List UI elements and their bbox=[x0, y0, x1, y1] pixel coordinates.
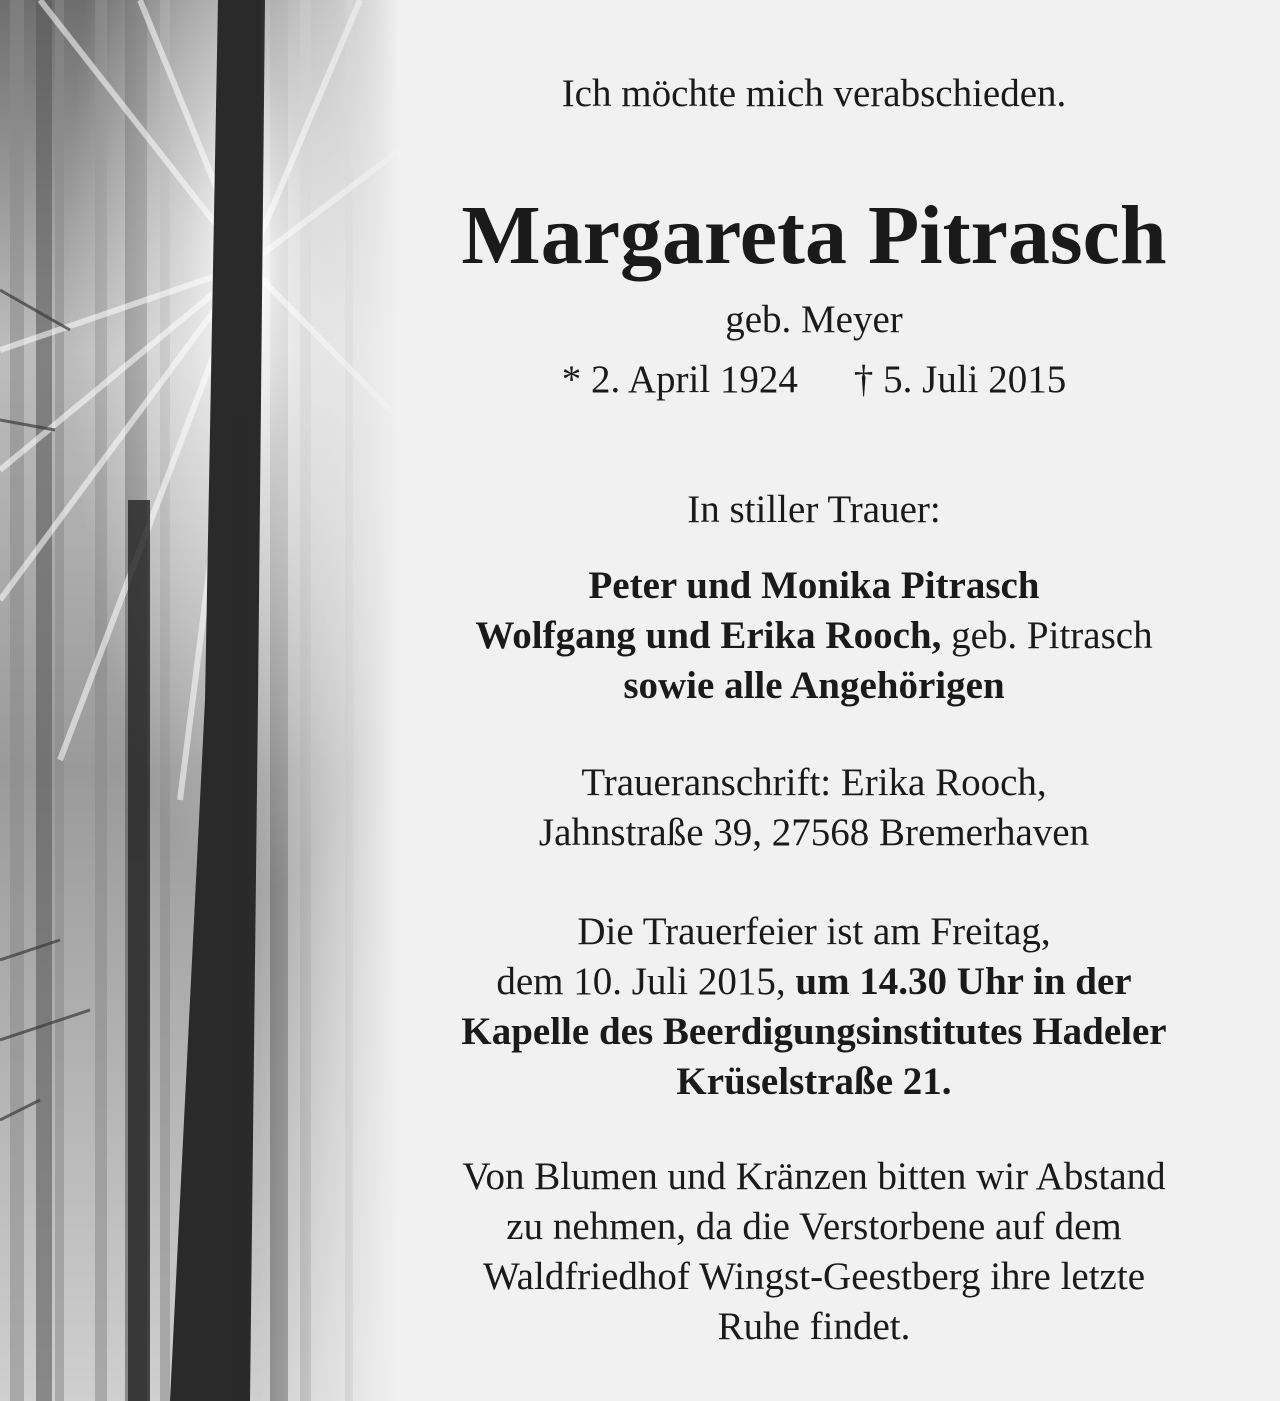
request-line-2: zu nehmen, da die Verstorbene auf dem bbox=[506, 1205, 1122, 1248]
ceremony-line-4: Krüselstraße 21. bbox=[676, 1060, 952, 1103]
family-line-3: sowie alle Angehörigen bbox=[623, 664, 1005, 707]
birth-date: * 2. April 1924 bbox=[561, 358, 798, 401]
address-line-2: Jahnstraße 39, 27568 Bremerhaven bbox=[538, 811, 1090, 854]
life-dates bbox=[400, 356, 1228, 404]
funeral-ceremony bbox=[400, 907, 1228, 1107]
flowers-request bbox=[400, 1152, 1228, 1352]
family-line-1: Peter und Monika Pitrasch bbox=[588, 564, 1040, 607]
forest-sunrays-image bbox=[0, 0, 400, 1401]
request-line-3: Waldfriedhof Wingst-Geestberg ihre letzte bbox=[482, 1255, 1146, 1298]
request-line-4: Ruhe findet. bbox=[717, 1305, 911, 1348]
request-line-1: Von Blumen und Kränzen bitten wir Abstand bbox=[462, 1155, 1166, 1198]
ceremony-line-2: dem 10. Juli 2015, um 14.30 Uhr in der bbox=[496, 960, 1132, 1003]
maiden-name: geb. Meyer bbox=[725, 298, 903, 341]
forest-illustration bbox=[0, 0, 400, 1401]
ceremony-line-1: Die Trauerfeier ist am Freitag, bbox=[577, 910, 1051, 953]
mourning-address bbox=[400, 758, 1228, 858]
deceased-name: Margareta Pitrasch bbox=[461, 189, 1167, 282]
opening-line: Ich möchte mich verabschieden. bbox=[561, 72, 1067, 115]
family-block bbox=[400, 561, 1228, 711]
death-date: † 5. Juli 2015 bbox=[853, 358, 1067, 401]
ceremony-line-3: Kapelle des Beerdigungsinstitutes Hadeler bbox=[461, 1010, 1167, 1053]
family-line-2: Wolfgang und Erika Rooch, geb. Pitrasch bbox=[475, 614, 1153, 657]
mourning-intro: In stiller Trauer: bbox=[687, 488, 941, 531]
address-line-1: Traueranschrift: Erika Rooch, bbox=[581, 761, 1047, 804]
